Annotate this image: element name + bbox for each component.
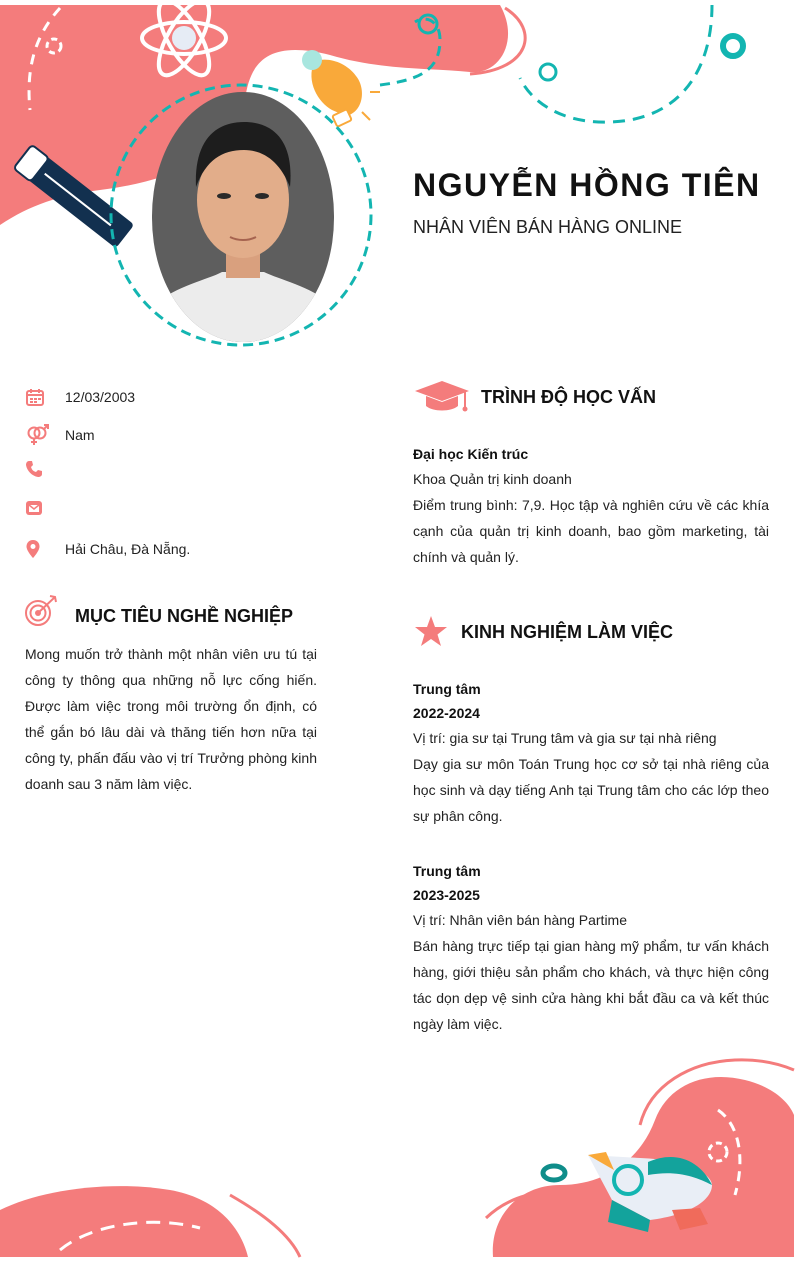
experience-period: 2023-2025 xyxy=(413,887,480,903)
education-title: TRÌNH ĐỘ HỌC VẤN xyxy=(481,387,656,407)
experience-description: Dạy gia sư môn Toán Trung học cơ sở tại nhà riêng của học sinh và dạy tiếng Anh tại Trung tâm cho các lớp theo sự phân công. xyxy=(413,756,769,824)
experience-position: Vị trí: Nhân viên bán hàng Partime xyxy=(413,912,628,928)
candidate-name: NGUYỄN HỒNG TIÊN xyxy=(413,167,761,203)
experience-description: Bán hàng trực tiếp tại gian hàng mỹ phẩm, tư vấn khách hàng, giới thiệu sản phẩm cho khách, và thực hiện công tác dọn dẹp vệ sinh cửa hàng khi bắt đầu ca và kết thúc ngày làm việc. xyxy=(413,938,769,1032)
career-goal-title: MỤC TIÊU NGHỀ NGHIỆP xyxy=(75,606,294,626)
career-goal-text: Mong muốn trở thành một nhân viên ưu tú tại công ty thông qua những nỗ lực cống hiến. Được làm việc trong môi trường ổn định, có thể gắn bó lâu dài và thăng tiến hơn nữa tại công ty, phấn đấu vào vị trí Trưởng phòng kinh doanh sau 3 năm làm việc. xyxy=(25,646,317,792)
job-title: NHÂN VIÊN BÁN HÀNG ONLINE xyxy=(413,217,683,237)
birthday-value: 12/03/2003 xyxy=(65,389,136,405)
education-description: Điểm trung bình: 7,9. Học tập và nghiên cứu về các khía cạnh của quản trị kinh doanh, bao gồm marketing, tài chính và quản lý. xyxy=(413,497,769,565)
gender-value: Nam xyxy=(65,427,95,443)
education-faculty: Khoa Quản trị kinh doanh xyxy=(413,471,572,487)
experience-period: 2022-2024 xyxy=(413,705,480,721)
experience-org: Trung tâm xyxy=(413,863,481,879)
experience-position: Vị trí: gia sư tại Trung tâm và gia sư tại nhà riêng xyxy=(413,730,717,746)
experience-title: KINH NGHIỆM LÀM VIỆC xyxy=(461,622,674,642)
education-school: Đại học Kiến trúc xyxy=(413,446,529,462)
experience-org: Trung tâm xyxy=(413,681,481,697)
address-value: Hải Châu, Đà Nẵng. xyxy=(65,541,191,557)
